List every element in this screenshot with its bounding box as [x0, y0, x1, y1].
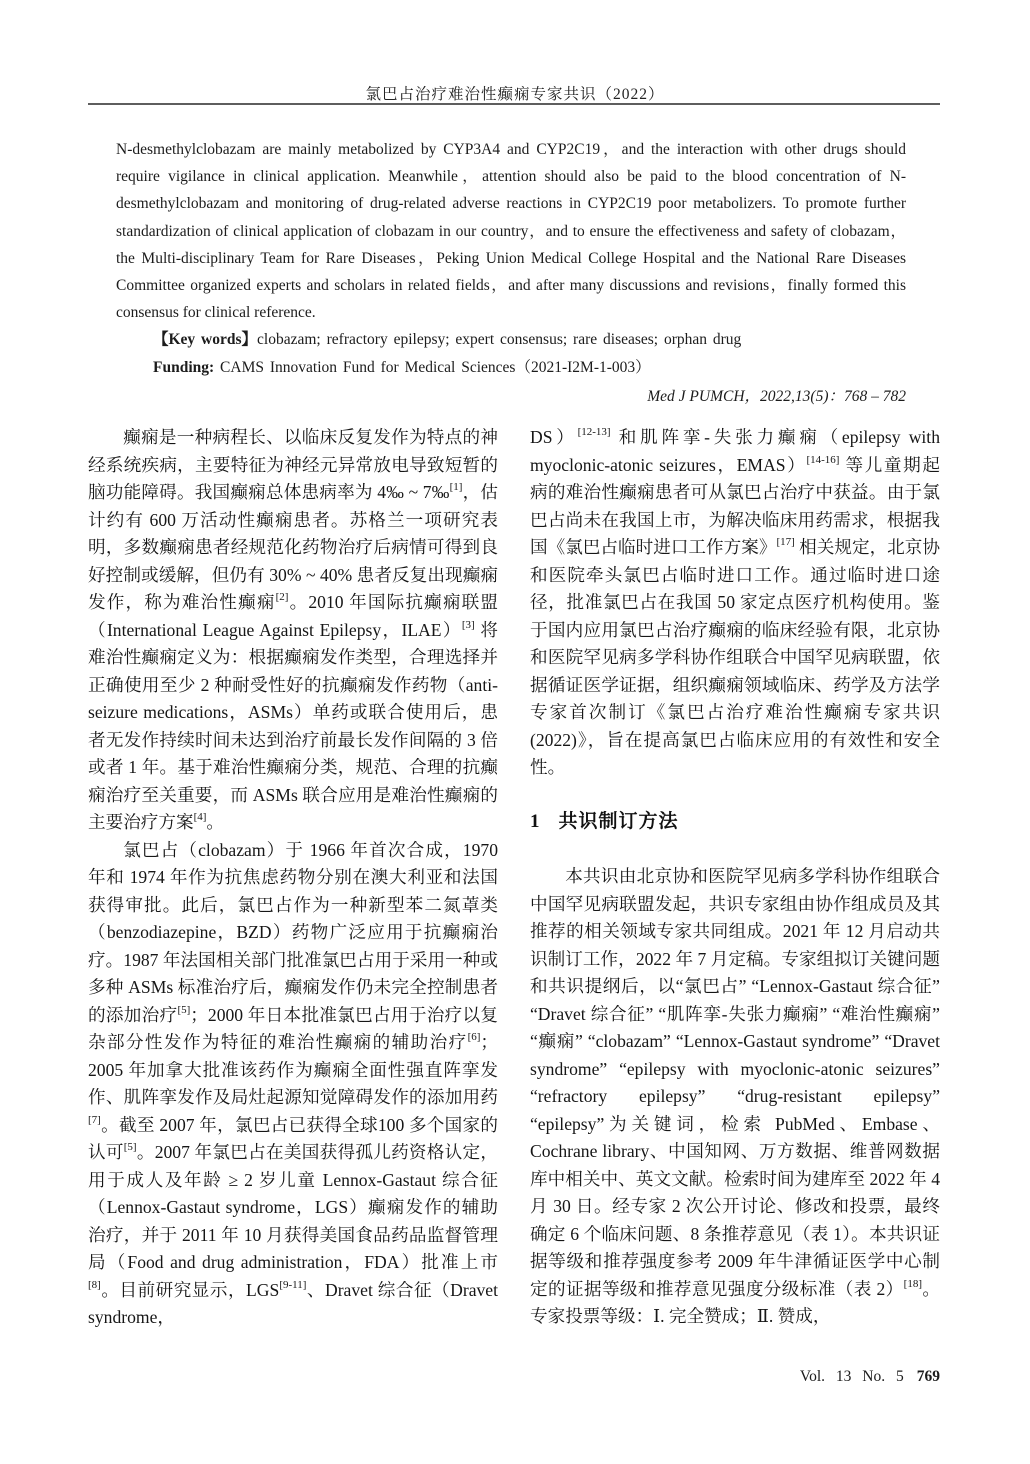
keywords-text: clobazam; refractory epilepsy; expert consensus; rare diseases; orphan drug — [257, 331, 742, 349]
paragraph-consensus-methods: 本共识由北京协和医院罕见病多学科协作组联合中国罕见病联盟发起，共识专家组由协作组成员及其推荐的相关领域专家共同组成。2021 年 12 月启动共识制订工作，2022 年 7 月定稿。专家组拟订关键问题和共识提纲后，以“氯巴占” “Lennox-Gastaut 综合征” “Dravet 综合征” “肌阵挛-失张力癫痫” “难治性癫痫” “癫痫” “clobazam” “Lennox-Gastaut syndrome” “Dravet syndrome” “epilepsy with myoclonic-atonic seizures” “refractory epilepsy” “drug-resistant epilepsy” “epilepsy”为关键词，检索 PubMed、Embase、Cochrane library、中国知网、万方数据、维普网数据库中相关中、英文文献。检索时间为建库至 2022 年 4 月 30 日。经专家 2 次公开讨论、修改和投票，最终确定 6 个临床问题、8 条推荐意见（表 1）。本共识证据等级和推荐强度参考 2009 年牛津循证医学中心制定的证据等级和推荐意见强度分级标准（表 2）[18]。专家投票等级：Ⅰ. 完全赞成；Ⅱ. 赞成， — [530, 866, 940, 1326]
running-head-title: 氯巴占治疗难治性癫痫专家共识（2022） — [365, 86, 665, 103]
funding-line — [116, 354, 906, 381]
article-body — [88, 424, 940, 1332]
section-number: 1 — [530, 810, 541, 832]
volume-issue-label: Vol. 13 No. 5 — [799, 1368, 904, 1385]
funding-text: CAMS Innovation Fund for Medical Sciences（2021-I2M-1-003） — [220, 358, 651, 376]
left-column — [88, 424, 498, 1332]
funding-label: Funding: — [153, 358, 215, 376]
keywords-line — [116, 326, 906, 353]
abstract-english-text: N-desmethylclobazam are mainly metabolized by CYP3A4 and CYP2C19，and the interaction with other drugs should require vigilance in clinical application. Meanwhile，attention should also be paid to the blood concentration of N-desmethylclobazam and monitoring of drug-related adverse reactions in CYP2C19 poor metabolizers. To promote further standardization of clinical application of clobazam in our country，and to ensure the effectiveness and safety of clobazam，the Multi-disciplinary Team for Rare Diseases，Peking Union Medical College Hospital and the National Rare Diseases Committee organized experts and scholars in related fields，and after many discussions and revisions，finally formed this consensus for clinical reference. — [116, 141, 906, 322]
abstract-section — [116, 136, 906, 410]
header-rule — [88, 103, 940, 105]
section-heading-methods — [530, 808, 940, 836]
keywords-label: 【Key words】 — [153, 331, 258, 349]
page-footer — [800, 1368, 940, 1386]
right-column — [530, 424, 940, 1332]
page-number: 769 — [916, 1368, 940, 1385]
paragraph-clobazam-history: 氯巴占（clobazam）于 1966 年首次合成，1970 年和 1974 年作为抗焦虑药物分别在澳大利亚和法国获得审批。此后，氯巴占作为一种新型苯二氮䓬类（benzodiazepine，BZD）药物广泛应用于抗癫痫治疗。1987 年法国相关部门批准氯巴占用于采用一种或多种 ASMs 标准治疗后，癫痫发作仍未完全控制患者的添加治疗[5]；2000 年日本批准氯巴占用于治疗以复杂部分性发作为特征的难治性癫痫的辅助治疗[6]；2005 年加拿大批准该药作为癫痫全面性强直阵挛发作、肌阵挛发作及局灶起源知觉障碍发作的添加用药[7]。截至 2007 年，氯巴占已获得全球100 多个国家的认可[5]。2007 年氯巴占在美国获得孤儿药资格认定，用于成人及年龄 ≥ 2 岁儿童 Lennox-Gastaut 综合征（Lennox-Gastaut syndrome，LGS）癫痫发作的辅助治疗，并于 2011 年 10 月获得美国食品药品监督管理局（Food and drug administration，FDA）批准上市[8]。目前研究显示，LGS[9-11]、Dravet 综合征（Dravet syndrome， — [88, 839, 498, 1327]
paragraph-epilepsy-intro: 癫痫是一种病程长、以临床反复发作为特点的神经系统疾病，主要特征为神经元异常放电导致短暂的脑功能障碍。我国癫痫总体患病率为 4‰ ~ 7‰[1]，估计约有 600 万活动性癫痫患者。苏格兰一项研究表明，多数癫痫患者经规范化药物治疗后病情可得到良好控制或缓解，但仍有 30% ~ 40% 患者反复出现癫痫发作，称为难治性癫痫[2]。2010 年国际抗癫痫联盟（International League Against Epilepsy，ILAE）[3] 将难治性癫痫定义为：根据癫痫发作类型，合理选择并正确使用至少 2 种耐受性好的抗癫痫发作药物（anti-seizure medications，ASMs）单药或联合使用后，患者无发作持续时间未达到治疗前最长发作间隔的 3 倍或者 1 年。基于难治性癫痫分类，规范、合理的抗癫痫治疗至关重要，而 ASMs 联合应用是难治性癫痫的主要治疗方案[4]。 — [88, 427, 498, 832]
journal-citation: Med J PUMCH，2022,13(5)：768 – 782 — [647, 387, 906, 405]
paragraph-clobazam-history-continued: DS）[12-13] 和肌阵挛-失张力癫痫（epilepsy with myoclonic-atonic seizures，EMAS）[14-16] 等儿童期起病的难治性癫痫患者可从氯巴占治疗中获益。由于氯巴占尚未在我国上市，为解决临床用药需求，根据我国《氯巴占临时进口工作方案》[17] 相关规定，北京协和医院牵头氯巴占临时进口工作。通过临时进口途径，批准氯巴占在我国 50 家定点医疗机构使用。鉴于国内应用氯巴占治疗癫痫的临床经验有限，北京协和医院罕见病多学科协作组联合中国罕见病联盟，依据循证医学证据，组织癫痫领域临床、药学及方法学专家首次制订《氯巴占治疗难治性癫痫专家共识(2022)》，旨在提高氯巴占临床应用的有效性和安全性。 — [530, 426, 940, 777]
section-title: 共识制订方法 — [558, 810, 679, 832]
